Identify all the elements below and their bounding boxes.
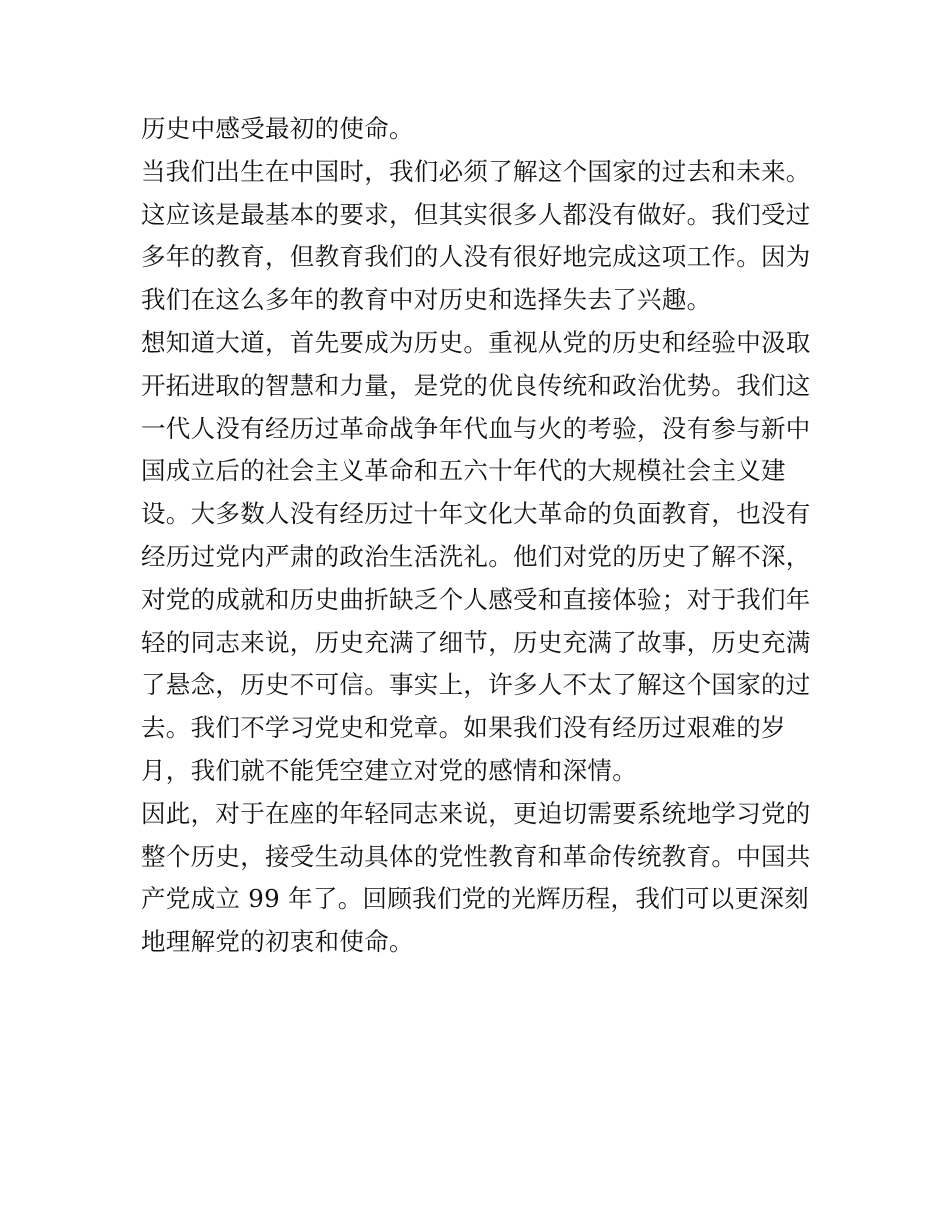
text-line: 因此，对于在座的年轻同志来说，更迫切需要系统地学习党的 bbox=[141, 798, 811, 828]
text-line: 历史中感受最初的使命。 bbox=[141, 114, 414, 143]
text-line: 了悬念，历史不可信。事实上，许多人不太了解这个国家的过 bbox=[141, 670, 811, 700]
text-line: 多年的教育，但教育我们的人没有很好地完成这项工作。因为 bbox=[141, 242, 811, 272]
text-line: 经历过党内严肃的政治生活洗礼。他们对党的历史了解不深， bbox=[141, 541, 811, 571]
text-line: 轻的同志来说，历史充满了细节，历史充满了故事，历史充满 bbox=[141, 627, 811, 657]
text-line: 国成立后的社会主义革命和五六十年代的大规模社会主义建 bbox=[141, 456, 786, 486]
text-line: 这应该是最基本的要求，但其实很多人都没有做好。我们受过 bbox=[141, 199, 811, 229]
text-line: 产党成立 99 年了。回顾我们党的光辉历程，我们可以更深刻 bbox=[141, 884, 809, 914]
text-line: 设。大多数人没有经历过十年文化大革命的负面教育，也没有 bbox=[141, 499, 811, 529]
document-body bbox=[141, 108, 821, 964]
text-line: 月，我们就不能凭空建立对党的感情和深情。 bbox=[141, 755, 637, 785]
text-line: 我们在这么多年的教育中对历史和选择失去了兴趣。 bbox=[141, 285, 712, 315]
text-line: 去。我们不学习党史和党章。如果我们没有经历过艰难的岁 bbox=[141, 713, 786, 743]
text-line: 当我们出生在中国时，我们必须了解这个国家的过去和未来。 bbox=[141, 156, 811, 186]
text-line: 开拓进取的智慧和力量，是党的优良传统和政治优势。我们这 bbox=[141, 370, 811, 400]
text-line: 地理解党的初衷和使命。 bbox=[141, 927, 414, 957]
text-line: 对党的成就和历史曲折缺乏个人感受和直接体验；对于我们年 bbox=[141, 584, 811, 614]
text-line: 整个历史，接受生动具体的党性教育和革命传统教育。中国共 bbox=[141, 841, 811, 871]
text-line: 想知道大道，首先要成为历史。重视从党的历史和经验中汲取 bbox=[141, 327, 811, 357]
text-line: 一代人没有经历过革命战争年代血与火的考验，没有参与新中 bbox=[141, 413, 811, 443]
